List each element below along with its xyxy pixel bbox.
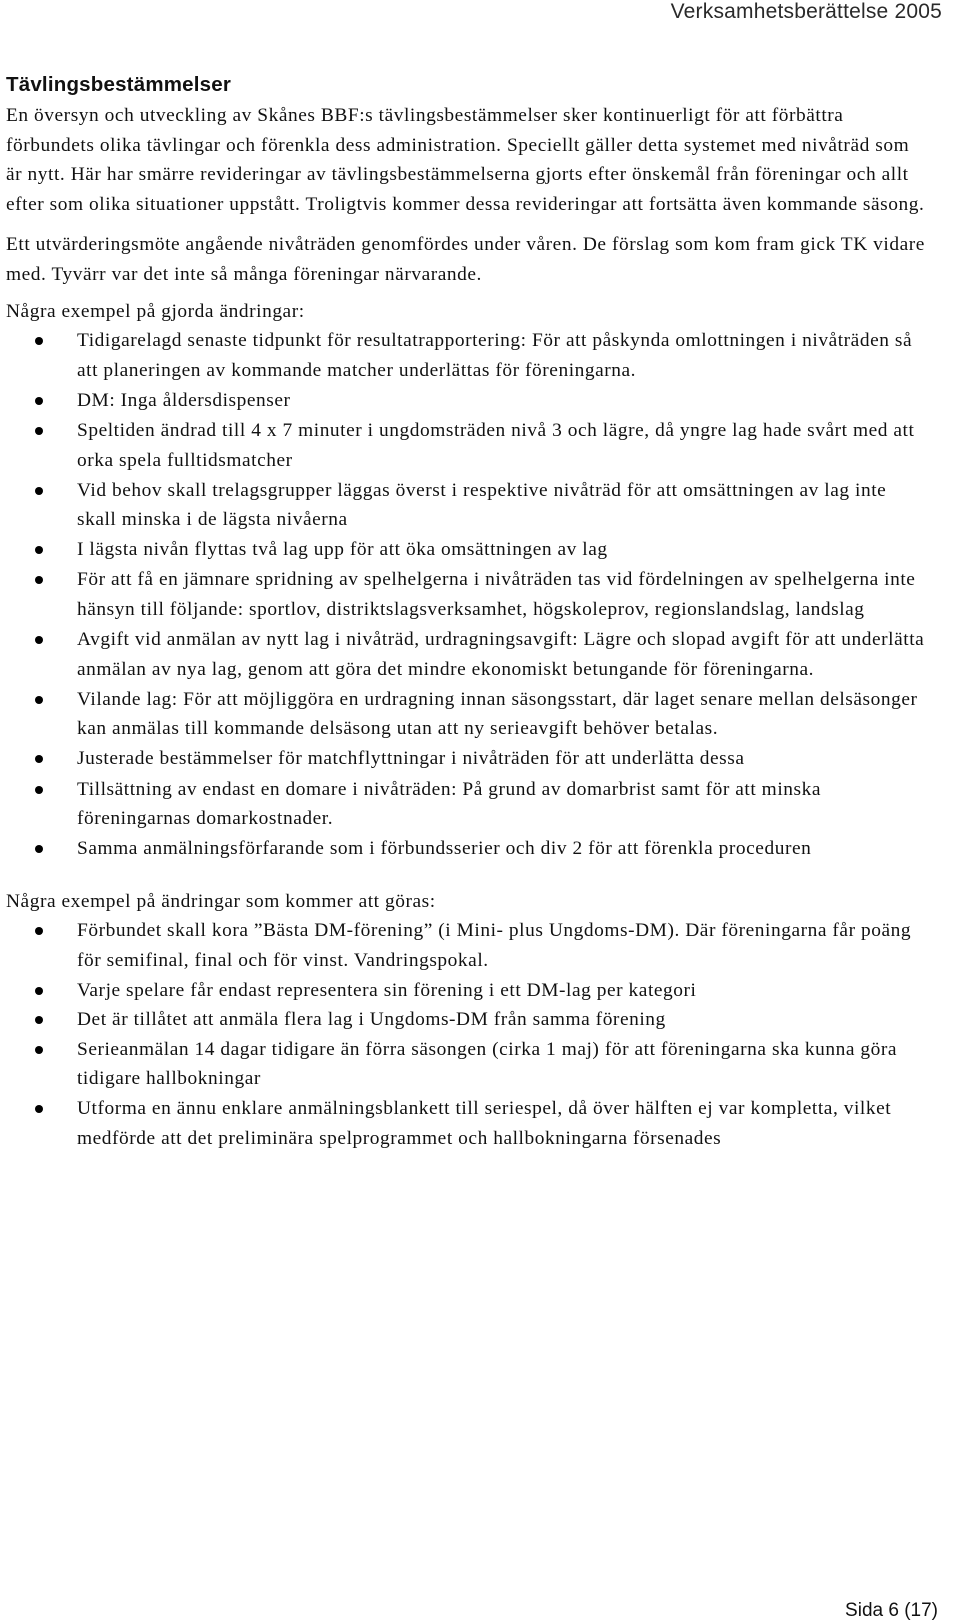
bullet-icon xyxy=(35,786,43,794)
list-item xyxy=(6,916,926,975)
list-item xyxy=(6,685,926,744)
bullet-icon xyxy=(35,696,43,704)
list-item xyxy=(6,565,926,624)
bullet-icon xyxy=(35,576,43,584)
list-item-text: Vilande lag: För att möjliggöra en urdragning innan säsongsstart, där laget senare mellan delsäsonger kan anmälas till kommande delsäsong utan att ny serieavgift behöver betalas. xyxy=(77,688,918,740)
bullet-icon xyxy=(35,755,43,763)
bullet-icon xyxy=(35,1046,43,1054)
section-title: Tävlingsbestämmelser xyxy=(6,73,232,96)
list-item xyxy=(6,744,926,774)
list-item-text: Varje spelare får endast representera sin förening i ett DM-lag per kategori xyxy=(77,979,697,1001)
list-item xyxy=(6,775,926,834)
list-item xyxy=(6,386,926,416)
changes-planned-list xyxy=(6,916,926,1153)
list-item-text: Serieanmälan 14 dagar tidigare än förra säsongen (cirka 1 maj) för att föreningarna ska kunna göra tidigare hallbokningar xyxy=(77,1038,898,1090)
bullet-icon xyxy=(35,1105,43,1113)
bullet-icon xyxy=(35,636,43,644)
list-item-text: Det är tillåtet att anmäla flera lag i Ungdoms-DM från samma förening xyxy=(77,1009,666,1031)
list-item-text: DM: Inga åldersdispenser xyxy=(77,389,291,411)
list-item xyxy=(6,1035,926,1094)
intro-paragraph: En översyn och utveckling av Skånes BBF:s tävlingsbestämmelser sker kontinuerligt för att förbättra förbundets olika tävlingar och förenkla dess administration. Speciellt gäller detta systemet med nivåträd som är nytt. Här har smärre revideringar av tävlingsbestämmelserna gjorts efter önskemål från föreningar och allt efter som olika situationer uppstått. Troligtvis kommer dessa revideringar att fortsätta även kommande säsong. xyxy=(6,105,925,215)
list-item-text: Justerade bestämmelser för matchflyttningar i nivåträden för att underlätta dessa xyxy=(77,748,745,770)
changes-planned-intro: Några exempel på ändringar som kommer att göras: xyxy=(6,890,436,912)
list-item xyxy=(6,976,926,1006)
list-item-text: För att få en jämnare spridning av spelhelgerna i nivåträden tas vid fördelningen av spelhelgerna inte hänsyn till följande: sportlov, distriktslagsverksamhet, högskoleprov, regionslandslag, landslag xyxy=(77,569,916,620)
changes-done-intro: Några exempel på gjorda ändringar: xyxy=(6,300,305,322)
list-item-text: Samma anmälningsförfarande som i förbundsserier och div 2 för att förenkla proceduren xyxy=(77,838,812,860)
list-item xyxy=(6,476,926,535)
changes-done-list xyxy=(6,326,926,864)
bullet-icon xyxy=(35,845,43,853)
list-item xyxy=(6,1005,926,1035)
bullet-icon xyxy=(35,427,43,435)
bullet-icon xyxy=(35,337,43,345)
list-item xyxy=(6,625,926,684)
bullet-icon xyxy=(35,546,43,554)
bullet-icon xyxy=(35,987,43,995)
running-header: Verksamhetsberättelse 2005 xyxy=(670,0,942,23)
list-item-text: Vid behov skall trelagsgrupper läggas överst i respektive nivåträd för att omsättningen av lag inte skall minska i de lägsta nivåerna xyxy=(77,479,887,531)
list-item xyxy=(6,535,926,565)
list-item xyxy=(6,1094,926,1153)
page-number: Sida 6 (17) xyxy=(845,1600,938,1621)
list-item-text: Förbundet skall kora ”Bästa DM-förening” (i Mini- plus Ungdoms-DM). Där föreningarna får poäng för semifinal, final och för vinst. Vandringspokal. xyxy=(77,920,912,972)
list-item-text: Speltiden ändrad till 4 x 7 minuter i ungdomsträden nivå 3 och lägre, då yngre lag hade svårt med att orka spela fulltidsmatcher xyxy=(77,419,915,471)
bullet-icon xyxy=(35,927,43,935)
list-item-text: Utforma en ännu enklare anmälningsblankett till seriespel, då över hälften ej var kompletta, vilket medförde att det preliminära spelprogrammet och hallbokningarna försenades xyxy=(77,1098,892,1149)
bullet-icon xyxy=(35,1016,43,1024)
list-item-text: Avgift vid anmälan av nytt lag i nivåträd, urdragningsavgift: Lägre och slopad avgift för att underlätta anmälan av nya lag, genom att göra det mindre ekonomiskt betungande för föreningarna. xyxy=(77,629,925,680)
list-item xyxy=(6,326,926,385)
list-item-text: Tidigarelagd senaste tidpunkt för resultatrapportering: För att påskynda omlottningen i nivåträden så att planeringen av kommande matcher underlättas för föreningarna. xyxy=(77,330,913,381)
bullet-icon xyxy=(35,397,43,405)
list-item-text: Tillsättning av endast en domare i nivåträden: På grund av domarbrist samt för att minska föreningarnas domarkostnader. xyxy=(77,778,822,830)
list-item xyxy=(6,416,926,475)
document-body xyxy=(6,71,926,1153)
evaluation-paragraph: Ett utvärderingsmöte angående nivåträden genomfördes under våren. De förslag som kom fram gick TK vidare med. Tyvärr var det inte så många föreningar närvarande. xyxy=(6,234,925,285)
list-item xyxy=(6,834,926,864)
bullet-icon xyxy=(35,487,43,495)
list-item-text: I lägsta nivån flyttas två lag upp för att öka omsättningen av lag xyxy=(77,539,608,561)
